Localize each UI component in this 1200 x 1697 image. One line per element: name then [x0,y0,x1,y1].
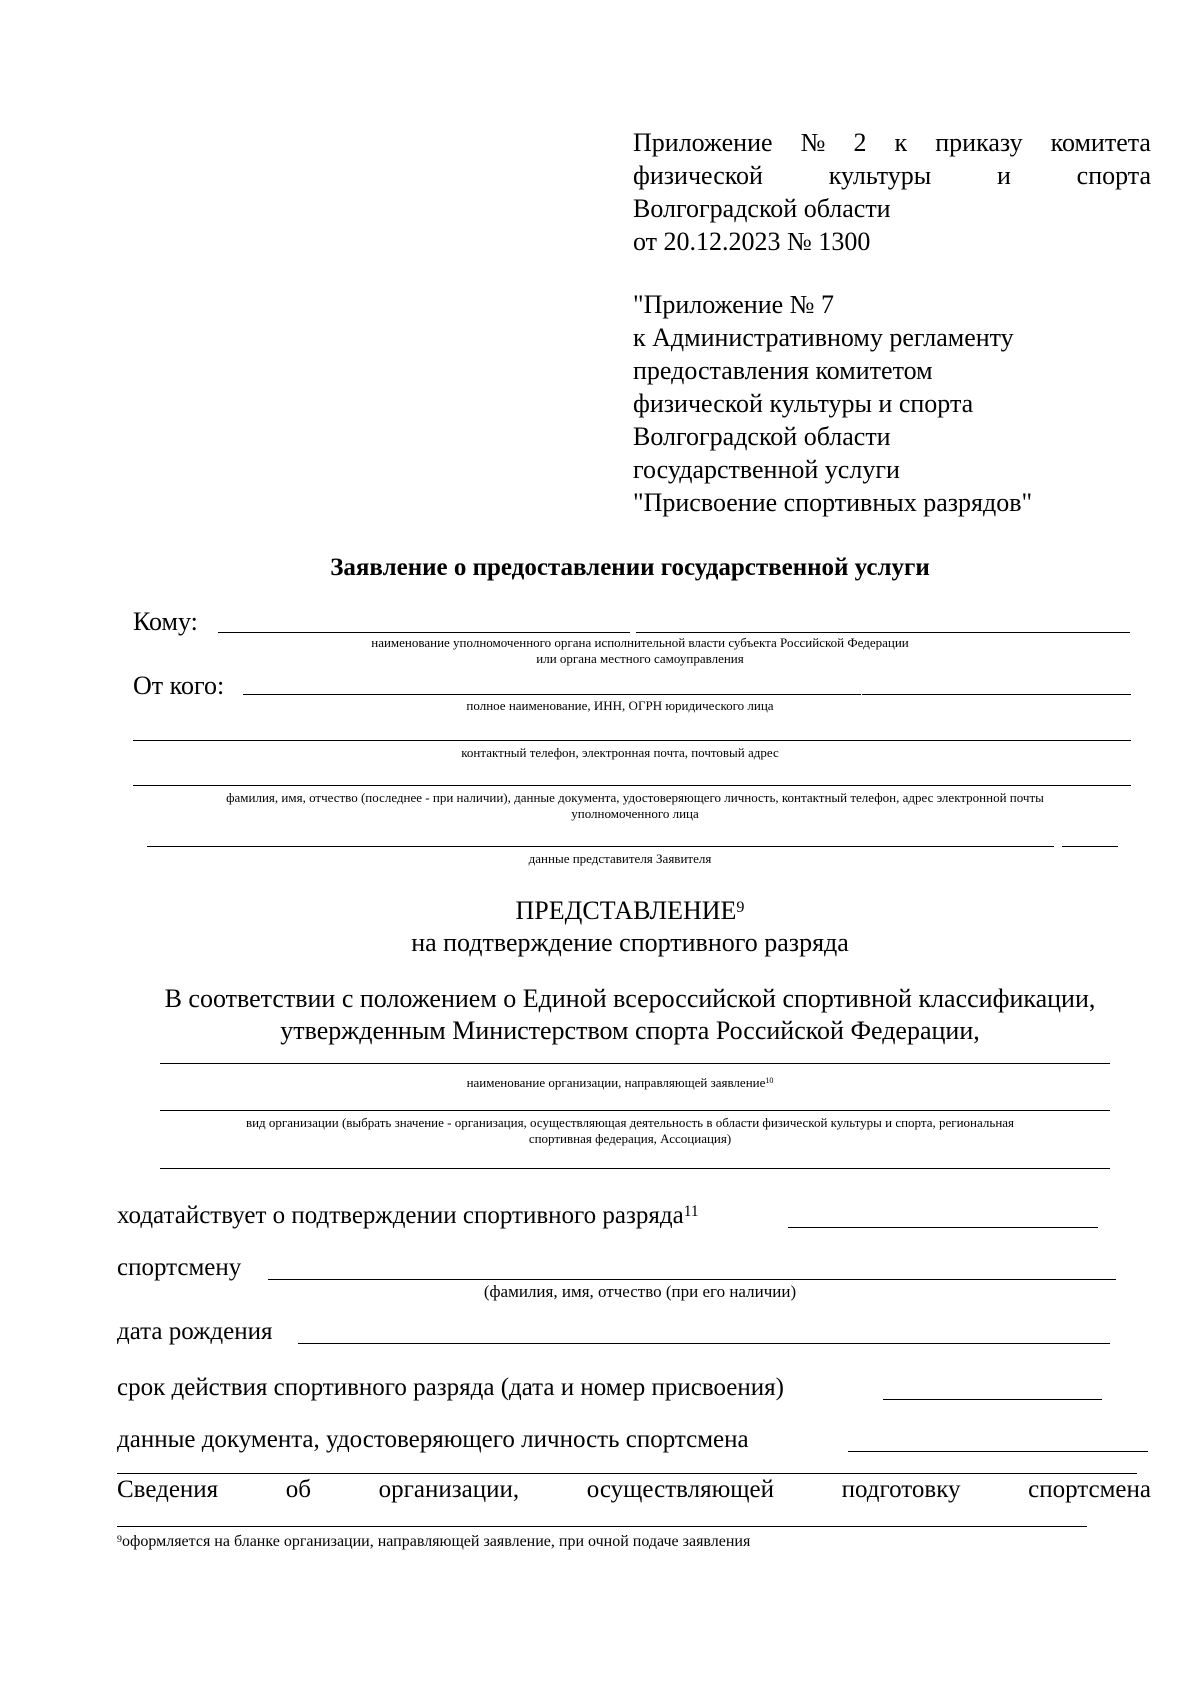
order-reference [633,126,1151,258]
from-input[interactable] [243,670,1131,694]
representative-input[interactable] [147,822,1121,846]
athlete-name-input[interactable] [268,1255,1116,1279]
contact-underline [133,740,1131,741]
organization-type-underline [160,1110,1110,1111]
footnote-number: 9 [117,1533,122,1545]
validity-input[interactable] [883,1375,1102,1399]
appendix-reference [633,288,1153,519]
representative-caption: данные представителя Заявителя [528,851,712,866]
organization-caption: наименование организации, направляющей заявление$^{10}$ [466,1075,774,1090]
authorized-person-caption: фамилия, имя, отчество (последнее - при наличии), данные документа, удостоверяющего личность, контактный телефон, адрес электронной почты уполномоченного лица [226,790,1044,821]
authorized-person-input[interactable] [133,761,1131,785]
validity-label: срок действия спортивного разряда (дата и номер присвоения) [117,1374,784,1401]
organization-input[interactable] [160,1039,1110,1063]
organization-type-underline-2 [160,1168,1110,1169]
representative-underline [147,846,1054,847]
intro-line-1: В соответствии с положением о Единой всероссийской спортивной классификации, [164,984,1096,1013]
order-line-1: Приложение № 2 к приказу комитета [633,128,1151,157]
id-document-label: данные документа, удостоверяющего личность спортсмена [117,1426,749,1453]
submission-subheading: на подтверждение спортивного разряда [411,928,849,957]
appendix-line: государственной услуги [633,455,900,484]
training-organization-underline [117,1526,1087,1527]
rank-underline [788,1227,1098,1228]
training-organization-label: Сведения об организации, осуществляющей подготовку спортсмена [117,1476,1151,1503]
to-label: Кому: [133,607,198,636]
athlete-name-underline [268,1279,1116,1280]
id-document-input[interactable] [848,1427,1148,1451]
petition-label: ходатайствует о подтверждении спортивного разряда$^{11}$ [117,1202,699,1229]
intro-line-2: утвержденным Министерством спорта Российской Федерации, [280,1016,980,1045]
training-organization-input[interactable] [117,1502,1087,1526]
footnote-text: оформляется на бланке организации, направляющей заявление, при очной подаче заявления [121,1533,751,1550]
birth-date-label: дата рождения [117,1318,273,1345]
contact-caption: контактный телефон, электронная почта, почтовый адрес [461,745,779,760]
birth-date-underline [298,1343,1110,1344]
from-underline [862,694,1131,695]
appendix-line: "Присвоение спортивных разрядов" [633,488,1033,517]
appendix-line: физической культуры и спорта [633,389,974,418]
appendix-line: "Приложение № 7 [633,290,834,319]
order-line-3: Волгоградской области [633,194,891,223]
organization-type-caption: вид организации (выбрать значение - организация, осуществляющая деятельность в области физической культуры и спорта, региональная спортивная федерация, Ассоциация) [245,1115,1015,1146]
footnote-ref: 11 [683,1203,699,1221]
birth-date-input[interactable] [298,1319,1110,1343]
from-caption: полное наименование, ИНН, ОГРН юридического лица [466,698,774,713]
footnote [117,1532,750,1552]
authorized-person-underline [133,785,1131,786]
appendix-line: к Административному регламенту [633,323,1014,352]
appendix-line: Волгоградской области [633,422,891,451]
appendix-line: предоставления комитетом [633,356,933,385]
to-underline [636,632,1130,633]
rank-input[interactable] [788,1203,1098,1227]
submission-heading: ПРЕДСТАВЛЕНИЕ$^9$ [515,896,745,925]
organization-underline [160,1063,1110,1064]
contact-input[interactable] [133,715,1131,739]
from-underline [243,694,861,695]
to-input[interactable] [218,608,1130,632]
from-label: От кого: [133,671,225,700]
to-caption: наименование уполномоченного органа исполнительной власти субъекта Российской Федерации или органа местного самоуправления [371,635,909,666]
footnote-ref: 10 [765,1076,774,1086]
footnote-ref: 9 [736,898,745,916]
athlete-label: спортсмену [117,1254,242,1281]
validity-underline [883,1399,1102,1400]
representative-underline [1062,846,1118,847]
organization-type-input[interactable] [160,1086,1110,1110]
order-line-2: физической культуры и спорта [633,161,1151,190]
form-title: Заявление о предоставлении государственной услуги [330,554,930,581]
order-date: от 20.12.2023 № 1300 [633,227,871,256]
athlete-caption: (фамилия, имя, отчество (при его наличии) [483,1282,797,1301]
to-underline [218,632,630,633]
id-document-underline [848,1451,1148,1452]
